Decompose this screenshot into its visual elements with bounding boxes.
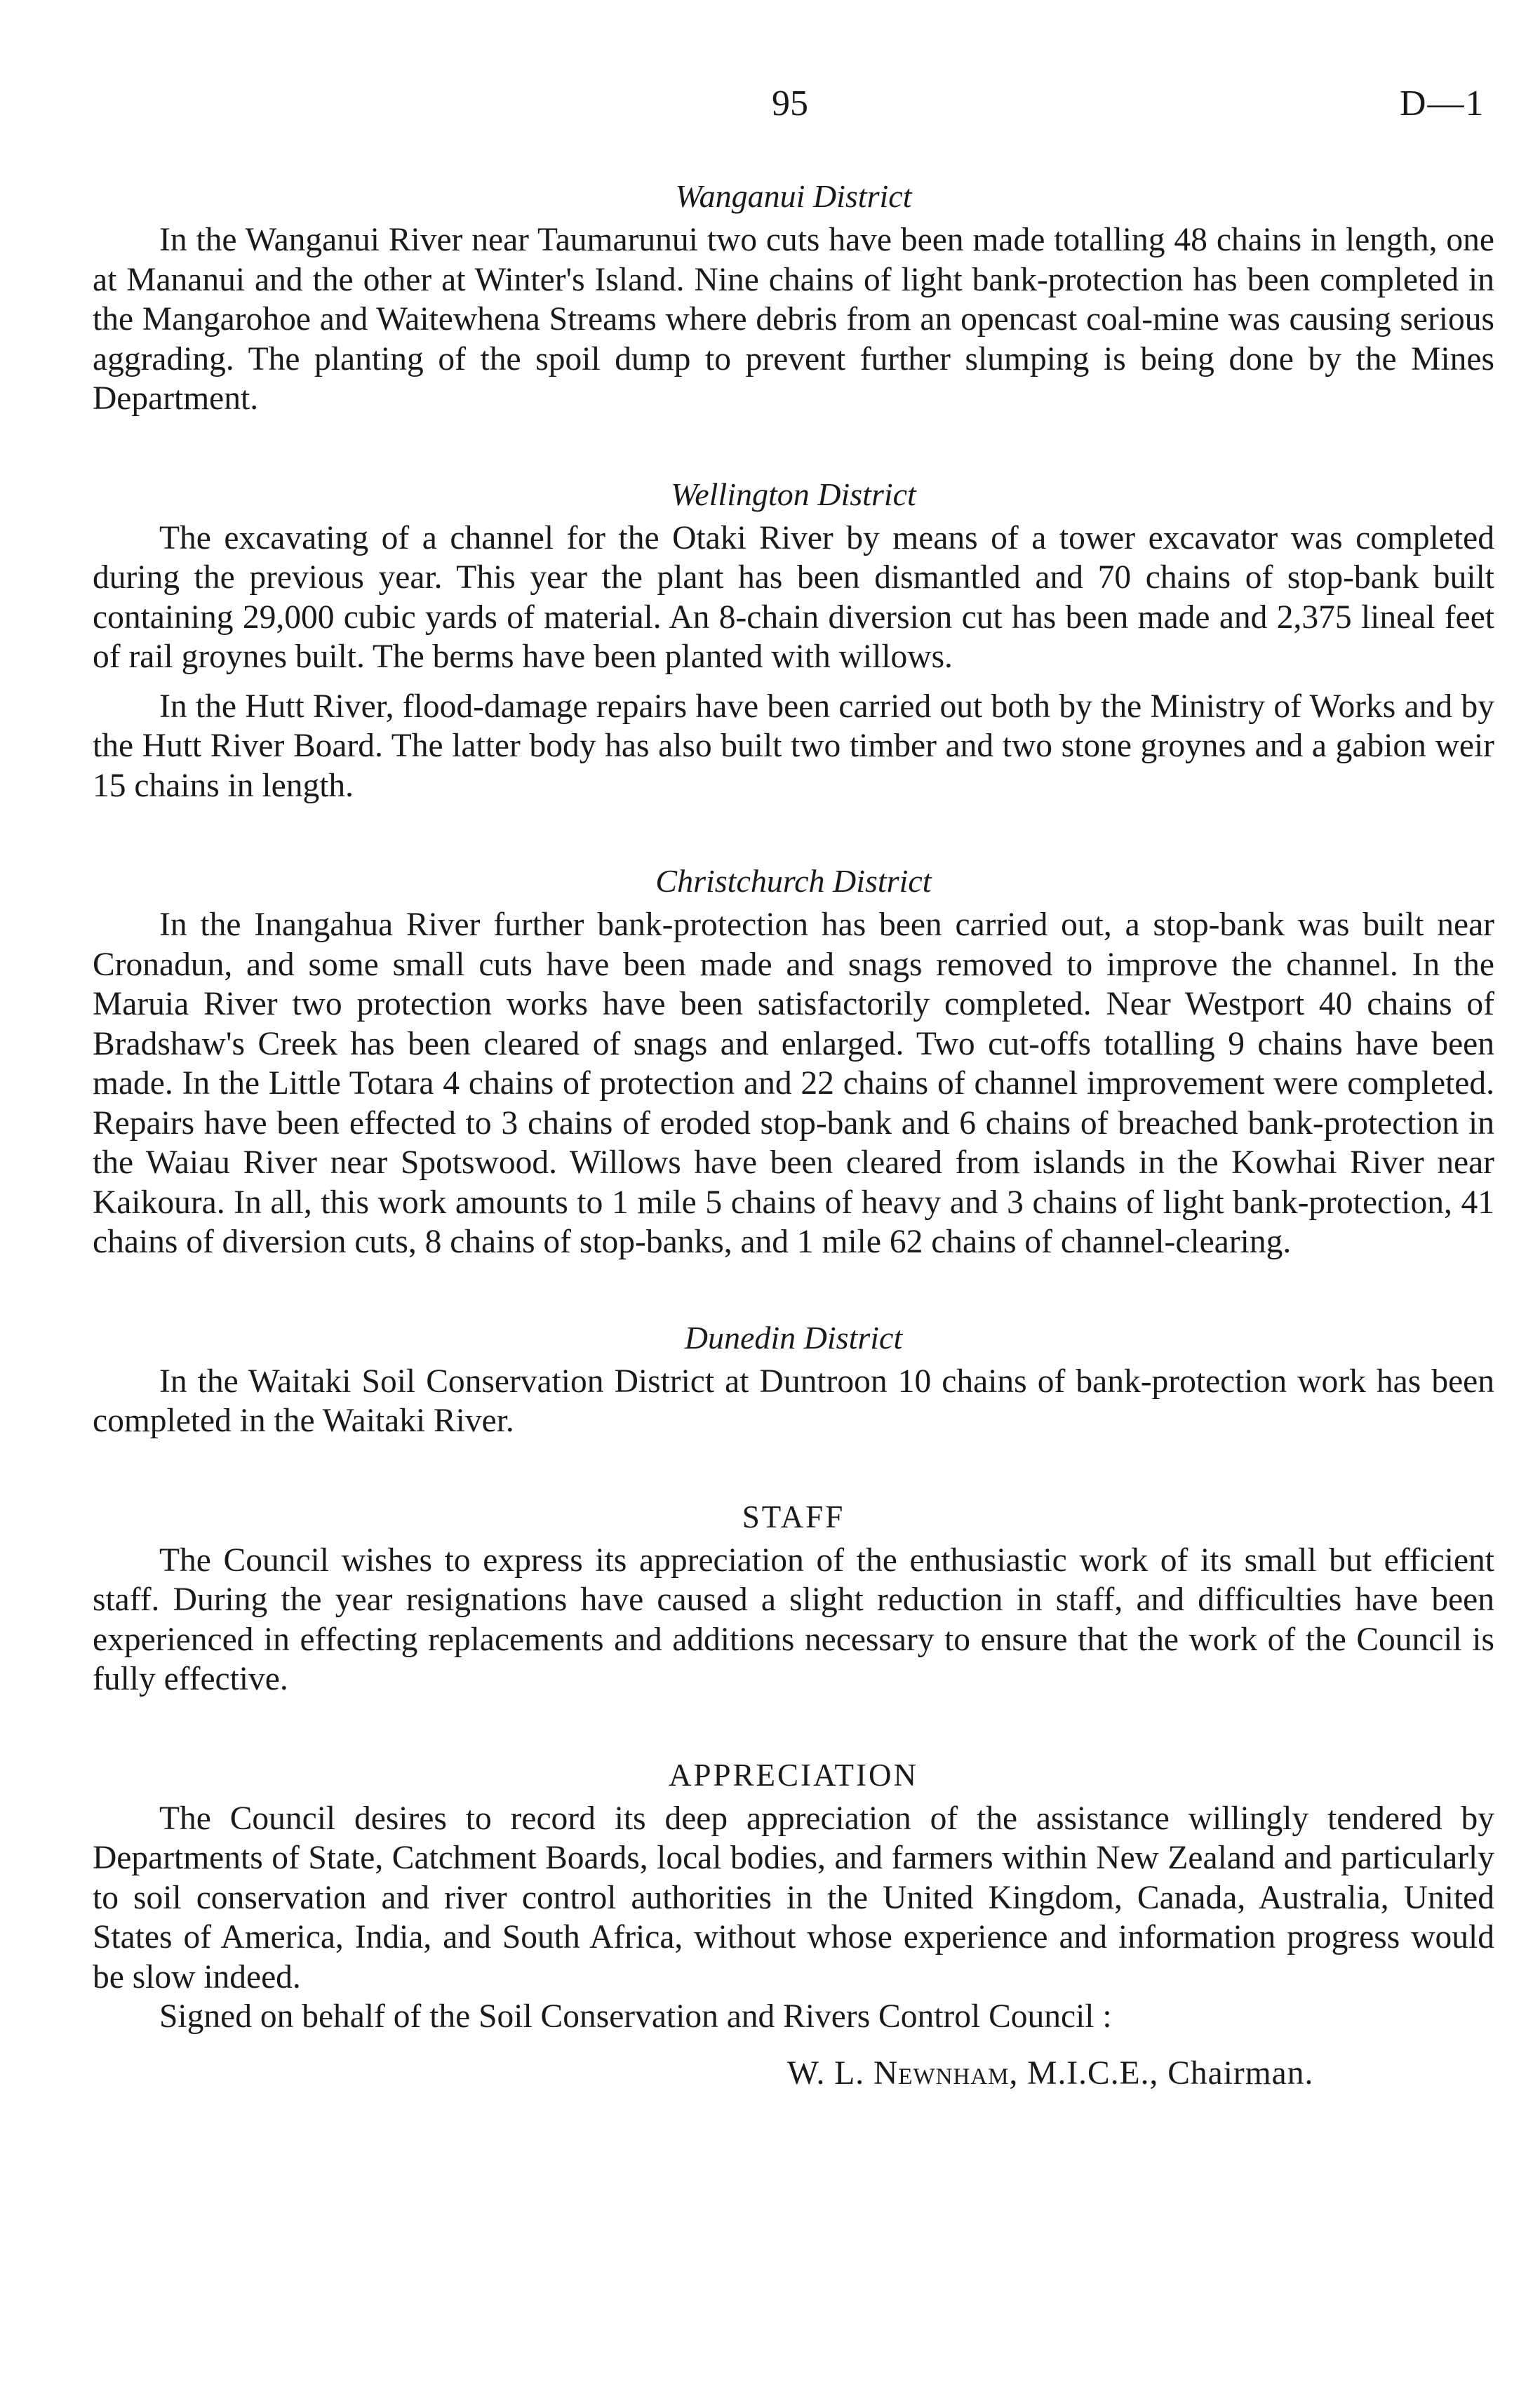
- section-heading: Christchurch District: [655, 863, 932, 899]
- signatory-initials: W. L.: [787, 2054, 865, 2092]
- section-heading: Dunedin District: [684, 1319, 903, 1356]
- paragraph: In the Wanganui River near Taumarunui two cuts have been made totalling 48 chains in length, one at Mananui and the other at Winter's Island. Nine chains of light bank-protection has been completed in the Mangarohoe and Waitewhena Streams where debris from an opencast coal-mine was causing serious aggrading. The planting of the spoil dump to prevent further slumping is being done by the Mines Department.: [93, 222, 1494, 417]
- signed-on-behalf-line: Signed on behalf of the Soil Conservation and Rivers Control Council :: [159, 1998, 1112, 2035]
- page-number: 95: [772, 83, 808, 123]
- signatory: [93, 2052, 1494, 2094]
- paragraph: The Council wishes to express its appreciation of the enthusiastic work of its small but efficient staff. During the year resignations have caused a slight reduction in staff, and difficulties have been experienced in effecting replacements and additions necessary to ensure that the work of the Council is fully effective.: [93, 1541, 1494, 1697]
- document-reference: D—1: [1400, 83, 1485, 123]
- section-staff: [93, 1496, 1494, 1699]
- section-appreciation: [93, 1754, 1494, 2094]
- paragraph: In the Waitaki Soil Conservation District at Duntroon 10 chains of bank-protection work has been completed in the Waitaki River.: [93, 1363, 1494, 1439]
- section-heading: STAFF: [742, 1499, 845, 1534]
- paragraph: In the Inangahua River further bank-protection has been carried out, a stop-bank was built near Cronadun, and some small cuts have been made and snags removed to improve the channel. In the Maruia River two protection works have been satisfactorily completed. Near Westport 40 chains of Bradshaw's Creek has been cleared of snags and enlarged. Two cut-offs totalling 9 chains have been made. In the Little Totara 4 chains of protection and 22 chains of channel improvement were completed. Repairs have been effected to 3 chains of eroded stop-bank and 6 chains of breached bank-protection in the Waiau River near Spotswood. Willows have been cleared from islands in the Kowhai River near Kaikoura. In all, this work amounts to 1 mile 5 chains of heavy and 3 chains of light bank-protection, 41 chains of diversion cuts, 8 chains of stop-banks, and 1 mile 62 chains of channel-clearing.: [93, 907, 1494, 1260]
- page-header: [0, 83, 1540, 139]
- page-body: [93, 175, 1494, 2094]
- signatory-surname: Newnham: [873, 2054, 1010, 2092]
- section-heading: APPRECIATION: [668, 1757, 919, 1793]
- paragraph: In the Hutt River, flood-damage repairs have been carried out both by the Ministry of Works and by the Hutt River Board. The latter body has also built two timber and two stone groynes and a gabion weir 15 chains in length.: [93, 688, 1494, 804]
- signatory-suffix: , M.I.C.E., Chairman.: [1009, 2054, 1314, 2092]
- section-wanganui-district: [93, 175, 1494, 419]
- paragraph: The excavating of a channel for the Otaki River by means of a tower excavator was completed during the previous year. This year the plant has been dismantled and 70 chains of stop-bank built containing 29,000 cubic yards of material. An 8-chain diversion cut has been made and 2,375 lineal feet of rail groynes built. The berms have been planted with willows.: [93, 519, 1494, 675]
- section-christchurch-district: [93, 860, 1494, 1262]
- paragraph: The Council desires to record its deep appreciation of the assistance willingly tendered by Departments of State, Catchment Boards, local bodies, and farmers within New Zealand and particularly to soil conservation and river control authorities in the United Kingdom, Canada, Australia, United States of America, India, and South Africa, without whose experience and information progress would be slow indeed.: [93, 1800, 1494, 1995]
- section-dunedin-district: [93, 1317, 1494, 1441]
- section-wellington-district: [93, 474, 1494, 806]
- section-heading: Wanganui District: [675, 178, 912, 214]
- section-heading: Wellington District: [671, 476, 916, 512]
